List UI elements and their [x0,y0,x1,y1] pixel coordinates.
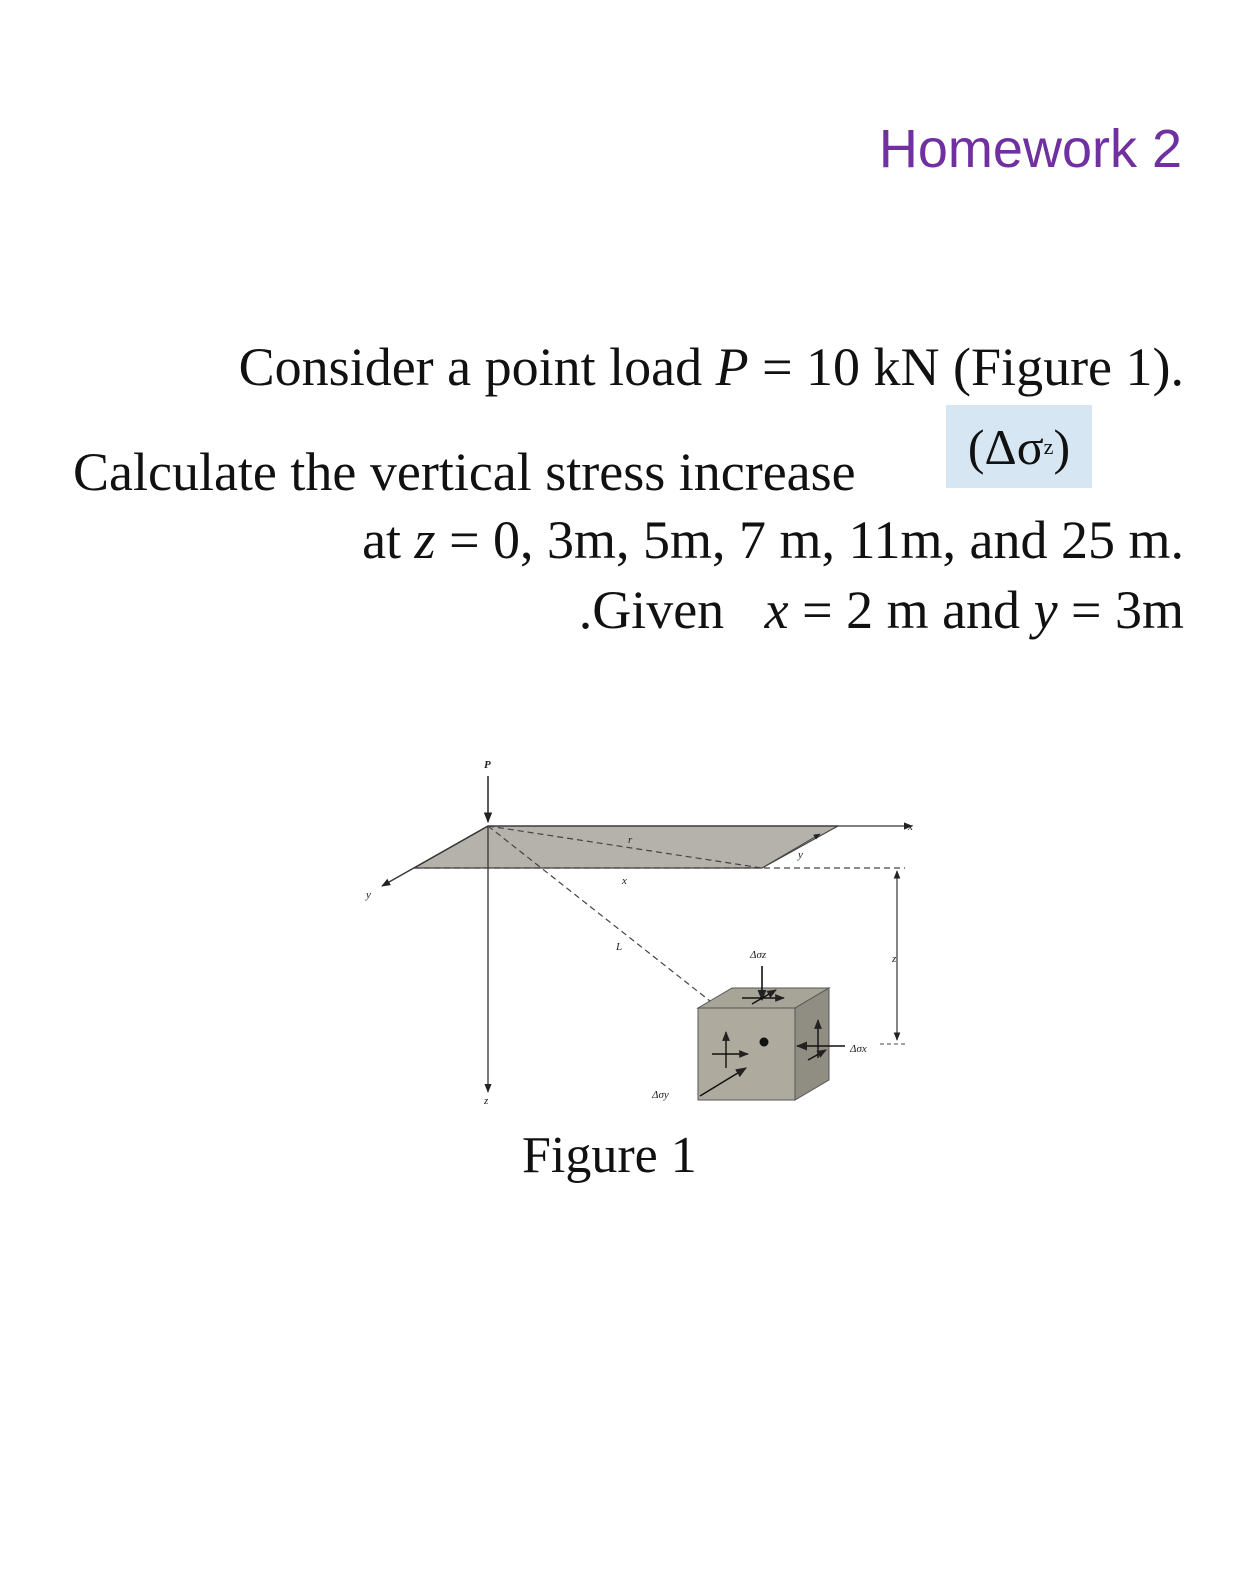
label-x-axis: x [908,821,913,833]
var-z: z [414,510,436,570]
line4-pre: .Given [578,580,765,640]
line4-post: = 3m [1057,580,1184,640]
var-y: y [1033,580,1058,640]
label-z-axis: z [484,1095,489,1107]
hl-close: ) [1053,418,1071,475]
label-dsz: Δσz [750,949,767,961]
label-y: y [798,849,803,861]
line1-pre: Consider a point load [238,337,716,397]
problem-line-2: Calculate the vertical stress increase [73,442,856,502]
label-y-axis: y [366,889,371,901]
stress-point [760,1038,769,1047]
label-P: P [484,759,491,771]
label-L: L [616,941,623,953]
label-dsx: Δσx [850,1043,867,1055]
cube-side [795,988,829,1100]
label-z-dim: z [892,953,897,965]
var-x: x [764,580,789,640]
page-title: Homework 2 [878,119,1182,179]
figure-caption: Figure 1 [522,1127,697,1184]
line3-pre: at [362,510,415,570]
label-r: r [628,834,633,846]
label-dsy: Δσy [652,1089,669,1101]
var-p: P [715,337,749,397]
hl-sub: z [1043,433,1054,459]
line4-mid: = 2 m and [788,580,1034,640]
label-x: x [622,875,627,887]
line3-post: = 0, 3m, 5m, 7 m, 11m, and 25 m. [435,510,1184,570]
line1-post: = 10 kN (Figure 1). [748,337,1184,397]
hl-open: (Δσ [967,418,1044,475]
